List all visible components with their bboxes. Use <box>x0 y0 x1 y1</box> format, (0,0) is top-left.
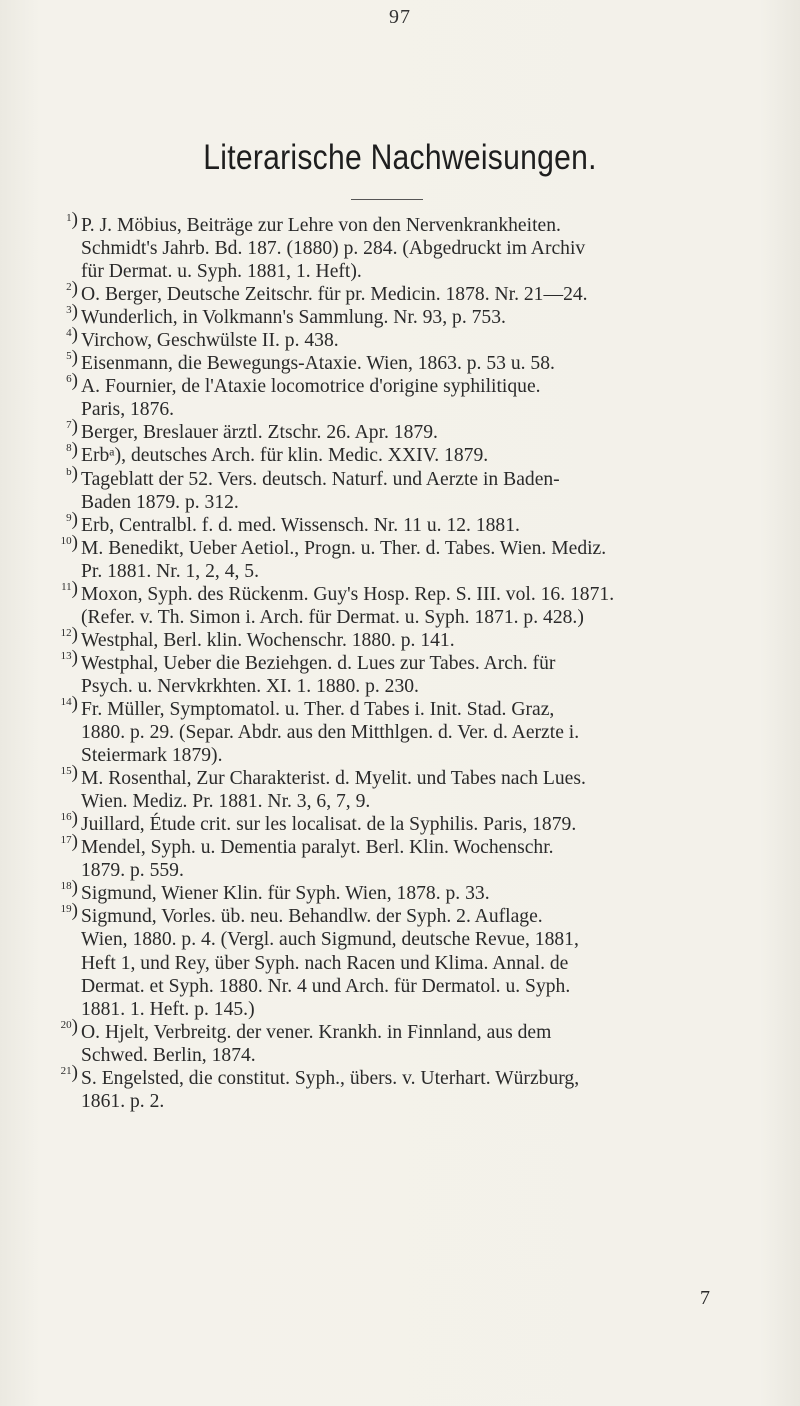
page-number: 97 <box>389 6 411 28</box>
reference-line: S. Engelsted, die constitut. Syph., übers. v. Uterhart. Würzburg, <box>81 1067 580 1089</box>
reference-line: Wien. Mediz. Pr. 1881. Nr. 3, 6, 7, 9. <box>81 791 371 813</box>
reference-text <box>81 882 762 905</box>
reference-line: Sigmund, Wiener Klin. für Syph. Wien, 1878. p. 33. <box>81 883 490 905</box>
reference-item <box>52 370 762 421</box>
reference-line: Virchow, Geschwülste II. p. 438. <box>81 330 339 352</box>
reference-item <box>52 439 762 467</box>
reference-text <box>81 352 762 375</box>
reference-item <box>52 1015 762 1067</box>
reference-line: Fr. Müller, Symptomatol. u. Ther. d Tabes i. Init. Stad. Graz, <box>81 698 555 720</box>
reference-number: 16) <box>60 808 78 830</box>
reference-item <box>52 324 762 352</box>
reference-number-value: 17 <box>60 834 72 847</box>
reference-line: Schwed. Berlin, 1874. <box>81 1044 256 1066</box>
reference-text <box>81 375 762 421</box>
reference-line: Juillard, Étude crit. sur les localisat. de la Syphilis. Paris, 1879. <box>81 814 577 836</box>
reference-item <box>52 347 762 375</box>
reference-number-value: 13 <box>60 649 72 662</box>
reference-number-value: 14 <box>60 695 72 708</box>
reference-line: Paris, 1876. <box>81 399 175 421</box>
reference-text <box>81 629 762 652</box>
reference-text <box>81 306 762 329</box>
reference-text <box>81 329 762 352</box>
reference-line: M. Benedikt, Ueber Aetiol., Progn. u. Ther. d. Tabes. Wien. Mediz. <box>81 537 607 559</box>
reference-number: 20) <box>60 1015 78 1037</box>
reference-line: Wien, 1880. p. 4. (Vergl. auch Sigmund, deutsche Revue, 1881, <box>81 929 579 951</box>
reference-number: b) <box>66 462 78 484</box>
reference-line: Psych. u. Nervkrkhten. XI. 1. 1880. p. 230. <box>81 675 419 697</box>
reference-item <box>52 1061 762 1113</box>
reference-text <box>81 767 762 813</box>
reference-item <box>52 877 762 905</box>
reference-number-value: 3 <box>66 304 72 317</box>
reference-item <box>52 301 762 329</box>
reference-line: O. Hjelt, Verbreitg. der vener. Krankh. in Finnland, aus dem <box>81 1021 552 1043</box>
reference-line: für Dermat. u. Syph. 1881, 1. Heft). <box>81 261 362 283</box>
reference-number-value: 12 <box>60 626 72 639</box>
reference-number-value: 9 <box>66 511 72 524</box>
reference-text <box>81 1021 762 1067</box>
reference-line: Berger, Breslauer ärztl. Ztschr. 26. Apr. 1879. <box>81 422 438 444</box>
reference-item <box>52 416 762 444</box>
reference-line: Moxon, Syph. des Rückenm. Guy's Hosp. Rep. S. III. vol. 16. 1871. <box>81 583 615 605</box>
reference-number-value: 4 <box>66 327 72 340</box>
reference-number: 3) <box>66 301 78 323</box>
reference-item <box>52 278 762 306</box>
reference-number-value: 16 <box>60 811 72 824</box>
reference-number: 18) <box>60 877 78 899</box>
reference-line: Westphal, Berl. klin. Wochenschr. 1880. p. 141. <box>81 629 455 651</box>
reference-line: M. Rosenthal, Zur Charakterist. d. Myelit. und Tabes nach Lues. <box>81 768 586 790</box>
reference-number: 9) <box>66 508 78 530</box>
reference-line: 1881. 1. Heft. p. 145.) <box>81 998 255 1020</box>
reference-number: 14) <box>60 692 78 714</box>
reference-item <box>52 462 762 514</box>
reference-number-value: 15 <box>60 765 72 778</box>
reference-line: Sigmund, Vorles. üb. neu. Behandlw. der Syph. 2. Auflage. <box>81 906 543 928</box>
reference-item <box>52 900 762 1020</box>
reference-number: 13) <box>60 646 78 668</box>
reference-text <box>81 283 762 306</box>
reference-text <box>81 1067 762 1113</box>
reference-item <box>52 692 762 767</box>
reference-number-value: 5 <box>66 350 72 363</box>
reference-text <box>81 214 762 283</box>
signature-mark: 7 <box>700 1287 710 1309</box>
reference-line: P. J. Möbius, Beiträge zur Lehre von den Nervenkrankheiten. <box>81 215 561 236</box>
reference-line: Mendel, Syph. u. Dementia paralyt. Berl. Klin. Wochenschr. <box>81 837 554 859</box>
reference-line: 1861. p. 2. <box>81 1090 165 1112</box>
reference-number: 5) <box>66 347 78 369</box>
reference-number: 11) <box>61 577 78 599</box>
reference-line: O. Berger, Deutsche Zeitschr. für pr. Medicin. 1878. Nr. 21—24. <box>81 284 588 306</box>
reference-number: 7) <box>66 416 78 438</box>
reference-text <box>81 813 762 836</box>
reference-text <box>81 514 762 537</box>
reference-number: 19) <box>60 900 78 922</box>
reference-item <box>52 762 762 813</box>
reference-text <box>81 421 762 444</box>
reference-item <box>52 646 762 698</box>
reference-text <box>81 468 762 514</box>
reference-number: 12) <box>60 623 78 645</box>
reference-number: 1) <box>66 209 78 230</box>
reference-item <box>52 531 762 583</box>
reference-line: (Refer. v. Th. Simon i. Arch. für Dermat. u. Syph. 1871. p. 428.) <box>81 606 584 628</box>
reference-line: A. Fournier, de l'Ataxie locomotrice d'origine syphilitique. <box>81 376 541 398</box>
reference-number-value: 1 <box>66 212 72 224</box>
reference-text <box>81 444 762 467</box>
reference-text <box>81 652 762 698</box>
reference-text <box>81 537 762 583</box>
reference-item <box>52 831 762 882</box>
reference-number-value: 11 <box>61 580 72 593</box>
reference-number: 15) <box>60 762 78 784</box>
reference-number-value: 7 <box>66 419 72 432</box>
reference-item <box>52 577 762 629</box>
reference-line: Westphal, Ueber die Beziehgen. d. Lues zur Tabes. Arch. für <box>81 652 556 674</box>
reference-number-value: 2 <box>66 281 72 294</box>
reference-number: 2) <box>66 278 78 300</box>
page-title: Literarische Nachweisungen. <box>203 138 597 177</box>
reference-line: Erbᵃ), deutsches Arch. für klin. Medic. XXIV. 1879. <box>81 445 489 467</box>
reference-text <box>81 583 762 629</box>
reference-number-value: 21 <box>60 1064 72 1077</box>
reference-number-value: 6 <box>66 373 72 386</box>
reference-item <box>52 623 762 652</box>
reference-line: Heft 1, und Rey, über Syph. nach Racen und Klima. Annal. de <box>81 952 569 974</box>
reference-number: 10) <box>60 531 78 553</box>
reference-number: 4) <box>66 324 78 346</box>
reference-line: 1880. p. 29. (Separ. Abdr. aus den Mitthlgen. d. Ver. d. Aerzte i. <box>81 722 580 744</box>
reference-line: Eisenmann, die Bewegungs-Ataxie. Wien, 1863. p. 53 u. 58. <box>81 353 555 375</box>
reference-text <box>81 698 762 767</box>
reference-item <box>52 209 762 283</box>
reference-number-value: 10 <box>60 534 72 547</box>
reference-text <box>81 905 762 1020</box>
reference-list <box>52 209 762 1113</box>
reference-line: Pr. 1881. Nr. 1, 2, 4, 5. <box>81 560 259 582</box>
reference-number-value: b <box>66 465 72 478</box>
reference-line: Steiermark 1879). <box>81 745 223 767</box>
reference-number-value: 20 <box>60 1018 72 1031</box>
reference-line: Schmidt's Jahrb. Bd. 187. (1880) p. 284. (Abgedruckt im Archiv <box>81 238 586 260</box>
reference-line: Erb, Centralbl. f. d. med. Wissensch. Nr. 11 u. 12. 1881. <box>81 514 520 536</box>
reference-number-value: 19 <box>60 903 72 916</box>
reference-number-value: 18 <box>60 880 72 893</box>
reference-number-value: 8 <box>66 442 72 455</box>
reference-number: 8) <box>66 439 78 461</box>
reference-line: Baden 1879. p. 312. <box>81 491 239 513</box>
reference-item <box>52 508 762 537</box>
reference-line: Tageblatt der 52. Vers. deutsch. Naturf. und Aerzte in Baden- <box>81 468 560 490</box>
reference-number: 21) <box>60 1061 78 1083</box>
reference-number: 17) <box>60 831 78 853</box>
reference-line: 1879. p. 559. <box>81 860 184 882</box>
reference-number: 6) <box>66 370 78 392</box>
reference-line: Dermat. et Syph. 1880. Nr. 4 und Arch. für Dermatol. u. Syph. <box>81 975 571 997</box>
reference-text <box>81 836 762 882</box>
reference-line: Wunderlich, in Volkmann's Sammlung. Nr. 93, p. 753. <box>81 307 506 329</box>
reference-item <box>52 808 762 836</box>
title-divider <box>351 199 423 200</box>
